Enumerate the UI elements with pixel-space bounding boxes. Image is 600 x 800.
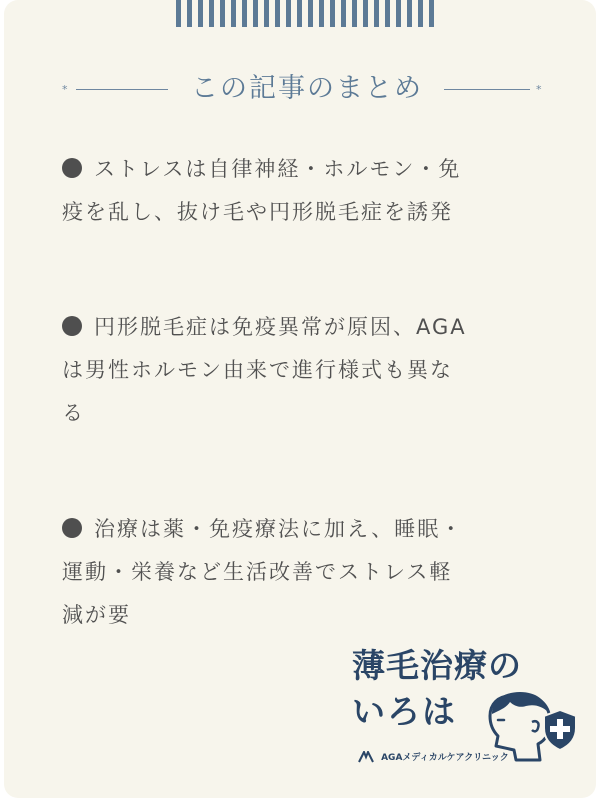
summary-item-line: 減が要	[62, 603, 131, 627]
bullet-dot-icon	[62, 518, 82, 538]
summary-item-line: は男性ホルモン由来で進行様式も異な	[62, 358, 453, 382]
title-row	[4, 68, 596, 108]
summary-item-line: 治療は薬・免疫療法に加え、睡眠・	[94, 517, 464, 541]
ornament-dot-left: *	[62, 83, 68, 96]
ornament-dot-right: *	[536, 83, 542, 96]
logo-title-line2: いろは	[352, 692, 457, 731]
stripe-tab	[176, 0, 440, 27]
page-title: この記事のまとめ	[191, 73, 423, 104]
brand-logo	[352, 646, 592, 786]
clinic-mark-icon	[358, 751, 374, 763]
bullet-dot-icon	[62, 316, 82, 336]
summary-item-line: 円形脱毛症は免疫異常が原因、AGA	[94, 315, 467, 339]
title-rule-left	[76, 89, 168, 90]
medical-cross-shield-icon	[540, 708, 580, 752]
summary-item-line: 運動・栄養など生活改善でストレス軽	[62, 560, 453, 584]
summary-card	[4, 0, 596, 798]
bullet-dot-icon	[62, 158, 82, 178]
logo-title-line1: 薄毛治療の	[352, 646, 522, 685]
clinic-name: AGAメディカルケアクリニック	[381, 753, 509, 763]
summary-item	[62, 148, 461, 234]
summary-item	[62, 306, 467, 435]
summary-item	[62, 508, 463, 637]
summary-item-line: ストレスは自律神経・ホルモン・免	[94, 157, 462, 181]
clinic-name-row	[358, 746, 509, 762]
title-rule-right	[444, 89, 530, 90]
summary-item-line: る	[62, 401, 85, 425]
summary-item-line: 疫を乱し、抜け毛や円形脱毛症を誘発	[62, 200, 453, 224]
